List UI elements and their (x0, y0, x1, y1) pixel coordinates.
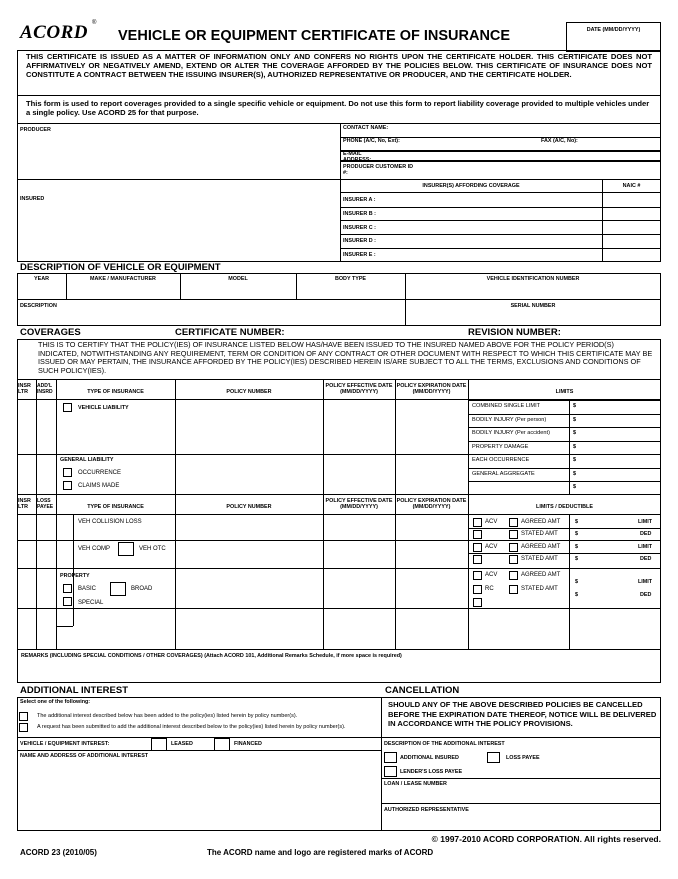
make-label: MAKE / MANUFACTURER (90, 276, 156, 282)
dollar-sign: $ (575, 579, 578, 585)
property-label: PROPERTY (60, 573, 90, 579)
loan-lease-label[interactable]: LOAN / LEASE NUMBER (384, 781, 447, 787)
line (468, 380, 469, 495)
dollar-sign: $ (573, 470, 576, 477)
line (340, 220, 661, 221)
effective-date-header-2: POLICY EFFECTIVE DATE (MM/DD/YYYY) (325, 498, 393, 510)
select-one-label: Select one of the following: (20, 699, 91, 705)
remarks-label: REMARKS (INCLUDING SPECIAL CONDITIONS / OTHER COVERAGES) (Attach ACORD 101, Additional Remarks Schedule, if more space is required) (21, 653, 402, 659)
dollar-sign: $ (573, 416, 576, 423)
insr-ltr-header-2: INSR LTR (18, 498, 31, 510)
body-label: BODY TYPE (334, 276, 367, 282)
agreed-checkbox[interactable] (509, 543, 518, 552)
notice-box (17, 96, 661, 124)
fax-label[interactable]: FAX (A/C, No): (541, 138, 578, 144)
limit-label: EACH OCCURRENCE (472, 457, 530, 463)
occurrence-label: OCCURRENCE (78, 470, 122, 476)
opt2-checkbox[interactable] (19, 723, 28, 732)
additional-interest-heading: ADDITIONAL INTEREST (20, 685, 129, 696)
authorized-rep-label[interactable]: AUTHORIZED REPRESENTATIVE (384, 807, 469, 813)
blank-checkbox[interactable] (473, 530, 482, 539)
leased-label: LEASED (171, 741, 193, 747)
special-label: SPECIAL (78, 600, 104, 606)
line (17, 299, 661, 300)
policy-number-header-2: POLICY NUMBER (226, 504, 272, 510)
insurer-label[interactable]: INSURER A : (343, 197, 376, 203)
producer-section (17, 124, 661, 262)
limit-label: COMBINED SINGLE LIMIT (472, 403, 541, 409)
description-label: DESCRIPTION (20, 303, 57, 309)
remarks-box[interactable] (17, 650, 661, 683)
basic-checkbox[interactable] (63, 584, 72, 593)
line (381, 778, 661, 779)
line (340, 248, 661, 249)
disclaimer-box (17, 50, 661, 96)
loss-payee-checkbox[interactable] (487, 752, 500, 763)
line (17, 568, 661, 569)
limit-label: LIMIT (638, 519, 653, 525)
agreed-label: AGREED AMT (521, 519, 561, 525)
limit-label: PROPERTY DAMAGE (472, 443, 529, 450)
additional-insured-label: ADDITIONAL INSURED (400, 755, 459, 761)
insurer-label[interactable]: INSURER D : (343, 238, 376, 245)
revision-number-label[interactable]: REVISION NUMBER: (468, 327, 561, 338)
general-liability-label: GENERAL LIABILITY (60, 457, 114, 463)
vehicle-heading: DESCRIPTION OF VEHICLE OR EQUIPMENT (20, 262, 221, 273)
line (56, 626, 73, 627)
insurer-label[interactable]: INSURER E : (343, 252, 376, 259)
comp-label: VEH COMP (78, 546, 111, 552)
line (175, 380, 176, 495)
line (340, 234, 661, 235)
line (323, 380, 324, 495)
ded-label: DED (640, 556, 652, 562)
acv-checkbox[interactable] (473, 543, 482, 552)
limit-label: GENERAL AGGREGATE (472, 470, 535, 477)
contact-name-label[interactable]: CONTACT NAME: (343, 125, 389, 131)
claims-made-checkbox[interactable] (63, 481, 72, 490)
insurer-label[interactable]: INSURER B : (343, 210, 376, 217)
dollar-sign: $ (575, 544, 578, 550)
line (36, 380, 37, 495)
dollar-sign: $ (575, 531, 578, 537)
loss-payee-header: LOSS PAYEE (37, 498, 54, 510)
producer-label: PRODUCER (20, 127, 51, 133)
dollar-sign: $ (575, 592, 578, 598)
dollar-sign: $ (573, 403, 576, 409)
model-label: MODEL (228, 276, 248, 282)
line (395, 495, 396, 650)
acv-label: ACV (485, 544, 498, 550)
line (340, 207, 661, 208)
additional-insured-checkbox[interactable] (384, 752, 397, 763)
line (73, 515, 74, 626)
year-label: YEAR (34, 276, 49, 282)
form-number: ACORD 23 (2010/05) (20, 848, 97, 857)
email-label: E-MAIL ADDRESS: (343, 151, 372, 163)
registered-marks: The ACORD name and logo are registered marks of ACORD (207, 848, 434, 857)
line (468, 495, 469, 650)
acord-logo: ACORD (20, 22, 88, 43)
agreed-checkbox[interactable] (509, 518, 518, 527)
line (36, 495, 37, 650)
line (17, 737, 381, 738)
blank-checkbox[interactable] (473, 555, 482, 564)
line (17, 608, 661, 609)
acv-checkbox[interactable] (473, 518, 482, 527)
registered-mark-icon: ® (92, 20, 97, 26)
limit-label: LIMIT (638, 579, 653, 585)
line (340, 192, 661, 193)
line (17, 179, 661, 180)
serial-label: SERIAL NUMBER (510, 303, 556, 309)
agreed-label: AGREED AMT (521, 572, 561, 578)
effective-date-header: POLICY EFFECTIVE DATE (MM/DD/YYYY) (325, 383, 393, 395)
line (175, 495, 176, 650)
type-header: TYPE OF INSURANCE (87, 389, 144, 395)
cancellation-text: SHOULD ANY OF THE ABOVE DESCRIBED POLICIES BE CANCELLED BEFORE THE EXPIRATION DATE THEREOF, NOTICE WILL BE DELIVERED IN ACCORDANCE WITH THE POLICY PROVISIONS. (388, 700, 657, 728)
limit-label: LIMIT (638, 544, 653, 550)
line (323, 495, 324, 650)
stated-checkbox[interactable] (509, 555, 518, 564)
line (468, 427, 661, 428)
addl-insrd-header: ADD'L INSRD (37, 383, 53, 395)
lenders-label: LENDER'S LOSS PAYEE (400, 769, 463, 775)
otc-label: VEH OTC (139, 546, 166, 552)
otc-checkbox[interactable] (118, 542, 134, 556)
vin-label: VEHICLE IDENTIFICATION NUMBER (486, 276, 580, 282)
dollar-sign: $ (573, 443, 576, 450)
dollar-sign: $ (573, 484, 576, 490)
line (17, 750, 381, 751)
producer-divider (340, 124, 341, 262)
acv-label: ACV (485, 572, 498, 578)
policy-number-header: POLICY NUMBER (226, 389, 272, 395)
special-checkbox[interactable] (63, 597, 72, 606)
customer-id-label[interactable]: PRODUCER CUSTOMER ID #: (343, 164, 413, 176)
occurrence-checkbox[interactable] (63, 468, 72, 477)
cancellation-heading: CANCELLATION (385, 685, 460, 696)
dollar-sign: $ (575, 519, 578, 525)
lenders-checkbox[interactable] (384, 766, 397, 777)
limits-header: LIMITS (555, 389, 574, 395)
stated-checkbox[interactable] (509, 530, 518, 539)
coverage-statement: THIS IS TO CERTIFY THAT THE POLICY(IES) OF INSURANCE LISTED BELOW HAS/HAVE BEEN ISSUED TO THE INSURED NAMED ABOVE FOR THE POLICY PERIOD(S) INDICATED, NOTWITHSTANDING ANY REQUIREMENT, TERM OR CONDITION OF ANY CONTRACT OR OTHER DOCUMENT WITH RESPECT TO WHICH THIS CERTIFICATE MAY BE ISSUED OR MAY PERTAIN, THE INSURANCE AFFORDED BY THE POLICY(IES) DESCRIBED HEREIN IS/ARE SUBJECT TO ALL THE TERMS, EXCLUSIONS AND CONDITIONS OF SUCH POLICY(IES). (38, 340, 653, 375)
insurer-label[interactable]: INSURER C : (343, 224, 376, 231)
date-field[interactable] (566, 22, 661, 52)
vehicle-liability-checkbox[interactable] (63, 403, 72, 412)
stated-label: STATED AMT (521, 556, 558, 562)
limit-label: BODILY INJURY (Per accident) (472, 430, 550, 436)
blank-checkbox[interactable] (473, 598, 482, 607)
line (381, 697, 382, 831)
insr-ltr-header: INSR LTR (18, 383, 31, 395)
line (17, 540, 661, 541)
coverages-heading: COVERAGES (20, 327, 81, 338)
insured-label: INSURED (20, 196, 45, 202)
line (468, 414, 661, 415)
notice-text: This form is used to report coverages provided to a single specific vehicle or equipment. Do not use this form to report liability coverage provided to multiple vehicles under a single policy. Use ACORD 25 for that purpose. (26, 99, 650, 117)
dollar-sign: $ (573, 430, 576, 436)
vehicle-interest-label: VEHICLE / EQUIPMENT INTEREST: (20, 741, 110, 747)
agreed-label: AGREED AMT (521, 544, 561, 550)
line (468, 553, 661, 554)
opt2-label: A request has been submitted to add the additional interest described below to the policy(ies) listed herein by policy number(s). (37, 724, 346, 730)
basic-label: BASIC (78, 586, 97, 592)
line (468, 468, 661, 469)
loss-payee-label: LOSS PAYEE (506, 755, 540, 761)
opt1-checkbox[interactable] (19, 712, 28, 721)
line (468, 528, 661, 529)
line (569, 400, 570, 495)
line (395, 380, 396, 495)
limit-label: BODILY INJURY (Per person) (472, 416, 547, 423)
naic-heading: NAIC # (622, 183, 641, 189)
name-address-label[interactable]: NAME AND ADDRESS OF ADDITIONAL INTEREST (20, 753, 149, 759)
dollar-sign: $ (575, 556, 578, 562)
agreed-checkbox[interactable] (509, 571, 518, 580)
stated-label: STATED AMT (521, 531, 558, 537)
line (56, 380, 57, 495)
line (468, 454, 661, 455)
insurers-heading: INSURER(S) AFFORDING COVERAGE (422, 183, 520, 189)
line (381, 803, 661, 804)
expiration-date-header-2: POLICY EXPIRATION DATE (MM/DD/YYYY) (396, 498, 467, 510)
line (468, 441, 661, 442)
phone-label[interactable]: PHONE (A/C, No, Ext): (343, 138, 400, 144)
coverage-statement-box (17, 339, 661, 380)
stated-checkbox[interactable] (509, 585, 518, 594)
line (569, 515, 570, 650)
date-label: DATE (MM/DD/YYYY) (586, 27, 641, 33)
type-header-2: TYPE OF INSURANCE (87, 504, 144, 510)
claims-made-label: CLAIMS MADE (78, 483, 120, 489)
limits-deductible-header: LIMITS / DEDUCTIBLE (536, 504, 593, 510)
description-interest-label: DESCRIPTION OF THE ADDITIONAL INTEREST (384, 741, 505, 747)
rc-label: RC (485, 586, 494, 592)
vehicle-liability-label: VEHICLE LIABILITY (78, 405, 129, 411)
financed-label: FINANCED (234, 741, 262, 747)
ded-label: DED (640, 592, 652, 598)
expiration-date-header: POLICY EXPIRATION DATE (MM/DD/YYYY) (396, 383, 467, 395)
disclaimer-text: THIS CERTIFICATE IS ISSUED AS A MATTER OF INFORMATION ONLY AND CONFERS NO RIGHTS UPON THE CERTIFICATE HOLDER. THIS CERTIFICATE DOES NOT AFFIRMATIVELY OR NEGATIVELY AMEND, EXTEND OR ALTER THE COVERAGE AFFORDED BY THE POLICIES BELOW. THIS CERTIFICATE OF INSURANCE DOES NOT CONSTITUTE A CONTRACT BETWEEN THE ISSUING INSURER(S), AUTHORIZED REPRESENTATIVE OR PRODUCER, AND THE CERTIFICATE HOLDER. (26, 52, 652, 79)
copyright: © 1997-2010 ACORD CORPORATION. All rights reserved. (431, 834, 661, 844)
acv-label: ACV (485, 519, 498, 525)
acv-checkbox[interactable] (473, 571, 482, 580)
line (468, 400, 661, 401)
broad-label: BROAD (131, 586, 153, 592)
opt1-label: The additional interest described below has been added to the policy(ies) listed herein by policy number(s). (37, 713, 298, 719)
dollar-sign: $ (573, 457, 576, 463)
broad-checkbox[interactable] (110, 582, 126, 596)
certificate-number-label[interactable]: CERTIFICATE NUMBER: (175, 327, 285, 338)
email-box[interactable] (340, 150, 661, 162)
line (381, 737, 661, 738)
rc-checkbox[interactable] (473, 585, 482, 594)
form-title: VEHICLE OR EQUIPMENT CERTIFICATE OF INSURANCE (118, 28, 511, 44)
line (17, 454, 468, 455)
stated-label: STATED AMT (521, 586, 558, 592)
collision-label: VEH COLLISION LOSS (78, 519, 142, 525)
ded-label: DED (640, 531, 652, 537)
line (468, 481, 661, 482)
